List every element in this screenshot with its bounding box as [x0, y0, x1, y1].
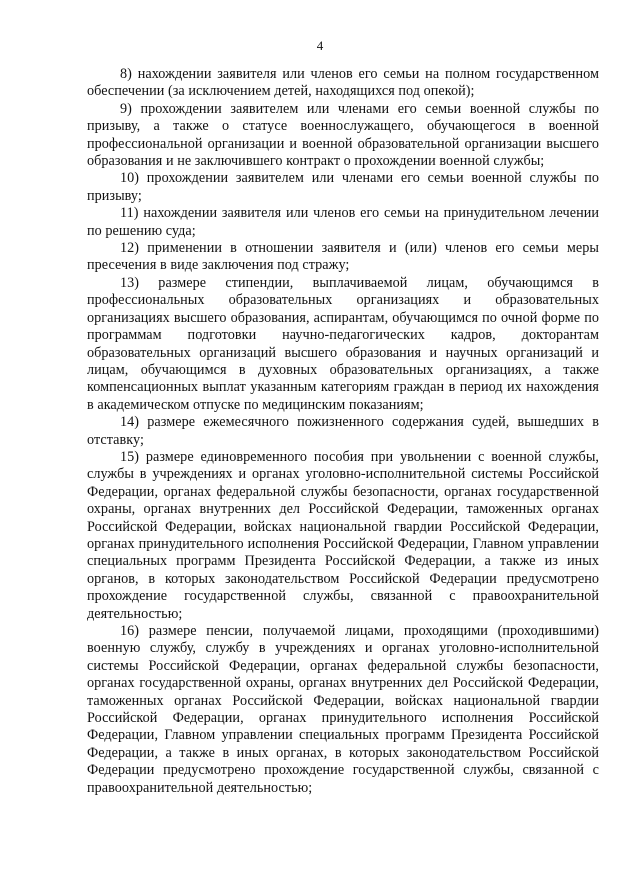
list-item-16: 16) размере пенсии, получаемой лицами, проходящими (проходившими) военную службу, службу в учреждениях и органах уголовно-исполнительной системы Российской Федерации, органах федеральной службы безопасности, органах государственной охраны, органах внутренних дел Российской Федерации, таможенных органах Российской Федерации, войсках национальной гвардии Российской Федерации, органах принудительного исполнения Российской Федерации, Главном управлении специальных программ Президента Российской Федерации, а также в иных органах, в которых законодательством Российской Федерации предусмотрено прохождение государственной службы, связанной с правоохранительной деятельностью;	[87, 623, 599, 796]
list-item-15: 15) размере единовременного пособия при увольнении с военной службы, службы в учреждениях и органах уголовно-исполнительной системы Российской Федерации, органах федеральной службы безопасности, органах государственной охраны, органах внутренних дел Российской Федерации, таможенных органах Российской Федерации, войсках национальной гвардии Российской Федерации, органах принудительного исполнения Российской Федерации, Главном управлении специальных программ Президента Российской Федерации, а также из иных органов, в которых законодательством Российской Федерации предусмотрено прохождение государственной службы, связанной с правоохранительной деятельностью;	[87, 448, 599, 622]
list-item-13: 13) размере стипендии, выплачиваемой лицам, обучающимся в профессиональных образовательных организациях и образовательных организациях высшего образования, аспирантам, обучающимся по очной форме по программам подготовки научно-педагогических кадров, докторантам образовательных организаций высшего образования и научных организаций и лицам, обучающимся в духовных образовательных организациях, а также компенсационных выплат указанным категориям граждан в период их нахождения в академическом отпуске по медицинским показаниям;	[87, 274, 599, 413]
list-item-9: 9) прохождении заявителем или членами его семьи военной службы по призыву, а также о статусе военнослужащего, обучающегося в военной профессиональной организации и военной образовательной организации высшего образования и не заключившего контракт о прохождении военной службы;	[87, 100, 599, 170]
list-item-12: 12) применении в отношении заявителя и (или) членов его семьи меры пресечения в виде заключения под стражу;	[87, 240, 599, 274]
document-body	[87, 66, 599, 797]
list-item-14: 14) размере ежемесячного пожизненного содержания судей, вышедших в отставку;	[87, 414, 599, 448]
page-number: 4	[316, 38, 324, 53]
list-item-10: 10) прохождении заявителем или членами его семьи военной службы по призыву;	[87, 170, 599, 204]
list-item-8: 8) нахождении заявителя или членов его семьи на полном государственном обеспечении (за исключением детей, находящихся под опекой);	[87, 66, 599, 100]
list-item-11: 11) нахождении заявителя или членов его семьи на принудительном лечении по решению суда;	[87, 205, 599, 239]
